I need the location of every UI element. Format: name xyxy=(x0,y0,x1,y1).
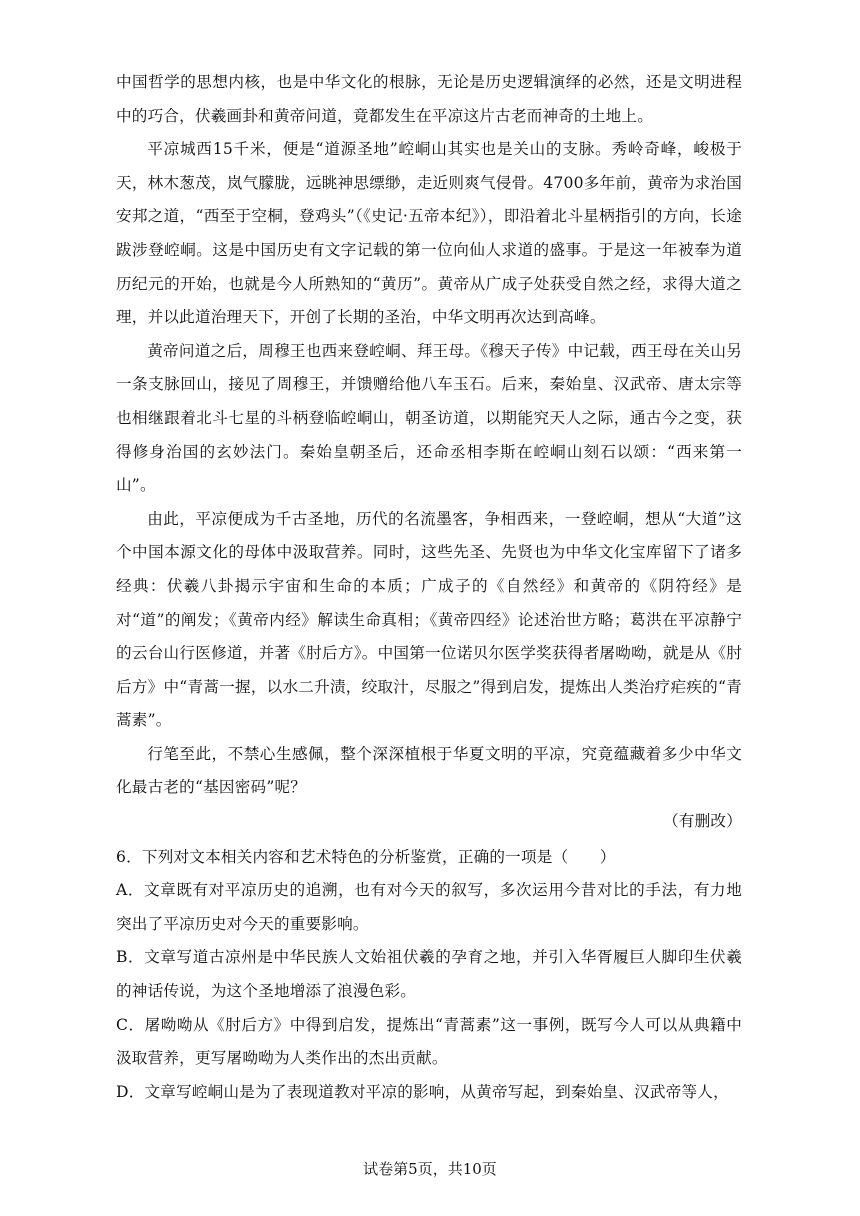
article-paragraph-3: 黄帝问道之后，周穆王也西来登崆峒、拜王母。《穆天子传》中记载，西王母在关山另一条支脉回山，接见了周穆王，并馈赠给他八车玉石。后来，秦始皇、汉武帝、唐太宗等也相继跟着北斗七星的斗柄登临崆峒山，朝圣访道，以期能究天人之际，通古今之变，获得修身治国的玄妙法门。秦始皇朝圣后，还命丞相李斯在崆峒山刻石以颂：“西来第一山”。 xyxy=(116,341,742,495)
option-d: D．文章写崆峒山是为了表现道教对平凉的影响，从黄帝写起，到秦始皇、汉武帝等人， xyxy=(116,1082,729,1101)
page-content xyxy=(116,66,742,1109)
question-stem: 6．下列对文本相关内容和艺术特色的分析鉴赏，正确的一项是（ ） xyxy=(116,847,616,866)
article-paragraph-4: 由此，平凉便成为千古圣地，历代的名流墨客，争相西来，一登崆峒，想从“大道”这个中国本源文化的母体中汲取营养。同时，这些先圣、先贤也为中华文化宝库留下了诸多经典：伏羲八卦揭示宇宙和生命的本质；广成子的《自然经》和黄帝的《阴符经》是对“道”的阐发；《黄帝内经》解读生命真相；《黄帝四经》论述治世方略；葛洪在平凉静宁的云台山行医修道，并著《肘后方》。中国第一位诺贝尔医学奖获得者屠呦呦，就是从《肘后方》中“青蒿一握，以水二升渍，绞取汁，尽服之”得到启发，提炼出人类治疗疟疾的“青蒿素”。 xyxy=(116,509,742,730)
page-footer: 试卷第5页，共10页 xyxy=(363,1160,497,1178)
article-paragraph-1: 中国哲学的思想内核，也是中华文化的根脉，无论是历史逻辑演绎的必然，还是文明进程中的巧合，伏羲画卦和黄帝问道，竟都发生在平凉这片古老而神奇的土地上。 xyxy=(116,73,742,125)
article-edit-note: （有删改） xyxy=(663,812,742,831)
option-a: A．文章既有对平凉历史的追溯，也有对今天的叙写，多次运用今昔对比的手法，有力地突出了平凉历史对今天的重要影响。 xyxy=(116,881,742,933)
option-b: B．文章写道古凉州是中华民族人文始祖伏羲的孕育之地，并引入华胥履巨人脚印生伏羲的神话传说，为这个圣地增添了浪漫色彩。 xyxy=(116,948,742,1001)
article-paragraph-2: 平凉城西15千米，便是“道源圣地”崆峒山其实也是关山的支脉。秀岭奇峰，峻极于天，林木葱茂，岚气朦胧，远眺神思缥缈，走近则爽气侵骨。4700多年前，黄帝为求治国安邦之道，“西至于空桐，登鸡头”（《史记·五帝本纪》），即沿着北斗星柄指引的方向，长途跋涉登崆峒。这是中国历史有文字记载的第一位向仙人求道的盛事。于是这一年被奉为道历纪元的开始，也就是今人所熟知的“黄历”。黄帝从广成子处获受自然之经，求得大道之理，并以此道治理天下，开创了长期的圣治，中华文明再次达到高峰。 xyxy=(116,140,742,327)
option-c: C．屠呦呦从《肘后方》中得到启发，提炼出“青蒿素”这一事例，既写今人可以从典籍中汲取营养，更写屠呦呦为人类作出的杰出贡献。 xyxy=(116,1015,742,1068)
article-paragraph-5: 行笔至此，不禁心生感佩，整个深深植根于华夏文明的平凉，究竟蕴藏着多少中华文化最古老的“基因密码”呢？ xyxy=(116,744,742,797)
